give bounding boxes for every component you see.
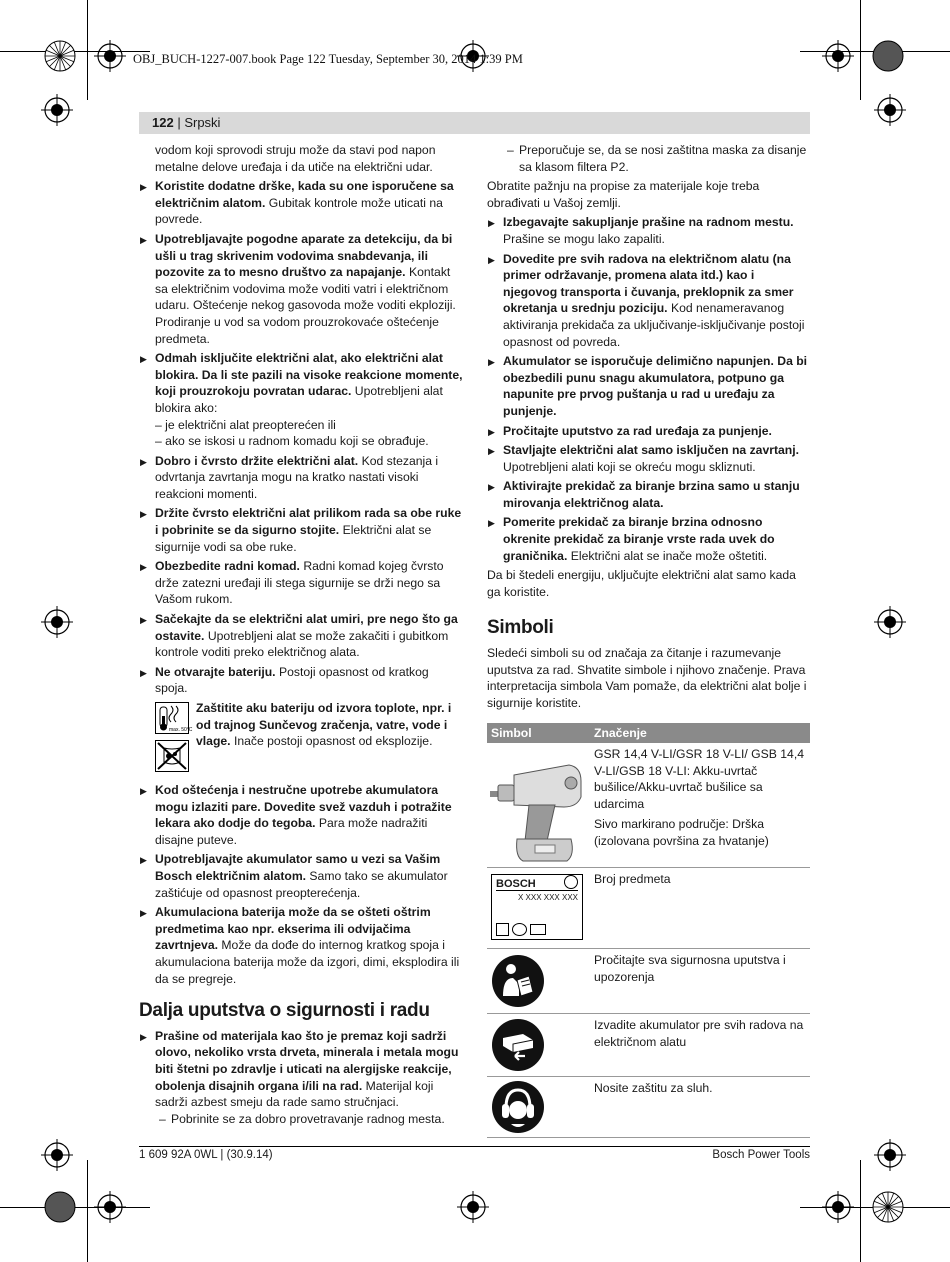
dash-item: – Pobrinite se za dobro provetravanje radnog mesta.	[155, 1111, 463, 1128]
dash-item: – Preporučuje se, da se nosi zaštitna maska za disanje sa klasom filtera P2.	[503, 142, 810, 175]
section-heading: Simboli	[487, 617, 554, 639]
bullet-item	[139, 350, 463, 450]
bullet-bold: Dovedite pre svih radova na električnom alatu (na primer održavanje, promena alata itd.) kao i njegovog transporta i čuvanja, preklopnik za smer okretanja u srednju poziciju.	[503, 251, 794, 316]
table-row	[487, 1077, 810, 1138]
bullet-text: Kod nenameravanog aktiviranja prekidača za uključivanje-isključivanje postoji opasnost od povreda.	[503, 301, 805, 349]
bullet-bold: Akumulator se isporučuje delimično napunjen. Da bi obezbedili punu snagu akumulatora, potpuno ga napunite pre prvog puštanja u rad u uređaju za punjenje.	[503, 354, 808, 418]
bullet-item	[139, 505, 463, 555]
meaning-cell: Pročitajte sva sigurnosna uputstva i upozorenja	[594, 953, 786, 984]
bullet-text: Upotrebljeni alat blokira ako:	[155, 384, 443, 415]
bullet-item	[487, 478, 810, 511]
bullet-bold: Odmah isključite električni alat, ako električni alat blokira. Da li ste pazili na visoke reakcione momente, koji prouzrokoju povratan udarac.	[155, 351, 463, 399]
bullet-text: Para može nadražiti disajne puteve.	[155, 816, 428, 847]
bullet-item	[139, 904, 463, 987]
symbol-cell	[487, 1077, 590, 1137]
bullet-item	[487, 251, 810, 351]
footer-rule	[139, 1146, 810, 1147]
bullet-bold: Koristite dodatne drške, kada su one isporučene sa električnim alatom.	[155, 179, 454, 210]
bosch-logo-icon	[564, 875, 578, 889]
print-slug: OBJ_BUCH-1227-007.book Page 122 Tuesday, September 30, 2014 1:39 PM	[133, 52, 523, 66]
sub-item: – ako se iskosi u radnom komadu koji se obrađuje.	[155, 434, 429, 449]
page-header	[152, 115, 220, 130]
footer-right: Bosch Power Tools	[712, 1149, 810, 1161]
bullet-bold: Kod oštećenja i nestručne upotrebe akumulatora mogu izlaziti pare. Dovedite svež vazduh i potražite lekara ako dodje do tegoba.	[155, 783, 452, 831]
bullet-item	[139, 178, 463, 228]
symbol-cell	[487, 949, 590, 1013]
no-water-fire-icon	[155, 740, 189, 772]
language-label: Srpski	[184, 115, 221, 130]
bullet-item	[487, 514, 810, 564]
heat-icon-label: max. 50°C	[169, 727, 193, 733]
heat-warning-text: Inače postoji opasnost od eksplozije.	[230, 734, 433, 749]
page-header-bar	[139, 112, 810, 134]
bullet-bold: Akumulaciona baterija može da se ošteti oštrim predmetima kao npr. ekserima ili odvijačima zavrtnjeva.	[155, 905, 431, 953]
right-column	[487, 142, 810, 714]
bullet-text: Električni alat se sigurnije vodi sa obe ruke.	[155, 523, 432, 554]
symbol-table	[487, 723, 810, 1138]
bullet-bold: Aktivirajte prekidač za biranje brzina samo u stanju mirovanja električnog alata.	[503, 479, 800, 510]
header-symbol: Simbol	[491, 725, 532, 740]
nameplate-number: X XXX XXX XXX	[517, 893, 578, 902]
nameplate-icon	[491, 874, 583, 940]
rect-icon	[530, 924, 546, 935]
meaning-text: GSR 14,4 V-LI/GSR 18 V-LI/ GSB 14,4 V-LI/GSB 18 V-LI: Akku-uvrtač bušilice/Akku-uvrtač bušilice sa udarcima	[594, 747, 805, 811]
section-heading: Dalja uputstva o sigurnosti i radu	[139, 1000, 430, 1022]
header-separator: |	[173, 115, 185, 130]
paragraph: Da bi štedeli energiju, uključujte električni alat samo kada ga koristite.	[487, 568, 796, 599]
bullet-bold: Obezbedite radni komad.	[155, 559, 300, 574]
ear-protection-icon	[491, 1080, 545, 1134]
heat-warning-bold: Zaštitite aku bateriju od izvora toplote, npr. i od trajnog Sunčevog zračenja, vatre, vode i vlage.	[196, 701, 452, 749]
bullet-text: Kod stezanja i odvrtanja zavrtanja mogu na kratko nastati visoki reakcioni momenti.	[155, 453, 439, 501]
bullet-text: Gubitak kontrole može uticati na povrede.	[155, 195, 443, 227]
bullet-bold: Upotrebljavajte pogodne aparate za detekciju, da bi ušli u trag skrivenim vodovima snabdevanja, ili pozovite za to mesno društvo za napajanje.	[155, 231, 453, 280]
symbol-cell	[487, 743, 590, 867]
bullet-item	[139, 558, 463, 608]
paragraph: Sledeći simboli su od značaja za čitanje i razumevanje uputstva za rad. Shvatite simbole i njihovo značenje. Prava interpretacija simbola Vam pomaže, da električni alat bolje i sigurnije koristite.	[487, 646, 807, 710]
footer-left: 1 609 92A 0WL | (30.9.14)	[139, 1149, 273, 1161]
bullet-bold: Pročitajte uputstvo za rad uređaja za punjenje.	[503, 423, 772, 438]
paragraph: Obratite pažnju na propise za materijale koje treba obrađivati u Vašoj zemlji.	[487, 179, 760, 210]
meaning-cell: Broj predmeta	[594, 872, 671, 886]
heat-warning-block	[139, 700, 463, 778]
meaning-cell: Nosite zaštitu za sluh.	[594, 1081, 713, 1095]
remove-battery-icon	[491, 1018, 545, 1072]
bullet-item	[487, 423, 810, 440]
bullet-item	[487, 353, 810, 419]
bullet-text: Materijal koji sadrži azbest smeju da rade samo stručnjaci.	[155, 1078, 434, 1110]
bullet-bold: Izbegavajte sakupljanje prašine na radnom mestu.	[503, 215, 794, 230]
bullet-bold: Stavljajte električni alat samo isključen na zavrtanj.	[503, 443, 800, 458]
bullet-text: Može da dođe do internog kratkog spoja i akumulaciona baterija može da izgori, dimi, eksplodira ili da se pregreje.	[155, 938, 460, 986]
bullet-bold: Ne otvarajte bateriju.	[155, 664, 276, 679]
heat-warning-icon	[155, 702, 193, 734]
bullet-bold: Pomerite prekidač za biranje brzina odnosno okrenite prekidač za biranje vrste rada uvek do graničnika.	[503, 515, 775, 563]
meaning-text: Sivo markirano područje: Drška (izolovana površina za hvatanje)	[594, 817, 769, 848]
square-icon	[496, 923, 509, 936]
bullet-bold: Upotrebljavajte akumulator samo u vezi sa Vašim Bosch električnim alatom.	[155, 852, 441, 883]
table-row	[487, 743, 810, 868]
bullet-bold: Prašine od materijala kao što je premaz koji sadrži olovo, nekoliko vrsta drveta, minerala i metala mogu biti štetni po zdravlje i uticati na alergijske reakcije, obolenja disajnih organa i/ili na rad.	[155, 1028, 459, 1093]
bullet-text: Samo tako se akumulator zaštićuje od opasnost preopterećenja.	[155, 868, 448, 900]
sub-item: – je električni alat preopterećen ili	[155, 417, 336, 432]
bullet-item	[139, 231, 463, 347]
table-header	[487, 723, 810, 743]
nameplate-brand: BOSCH	[496, 878, 536, 890]
table-row	[487, 1014, 810, 1077]
header-meaning: Značenje	[594, 725, 647, 740]
bullet-item	[139, 1028, 463, 1128]
bullet-text: Postoji opasnost od kratkog spoja.	[155, 664, 429, 696]
bullet-item	[139, 851, 463, 901]
bullet-item	[139, 782, 463, 848]
drill-icon	[489, 745, 589, 863]
bullet-text: Kontakt sa električnim vodovima može voditi vatri i električnom udaru. Oštećenje nekog gasovoda može voditi ekploziji. Prodiranje u vod sa vodom prouzrokovaće oštećenje predmeta.	[155, 265, 456, 346]
symbol-cell	[487, 1014, 590, 1076]
bullet-text: Upotrebljeni alati koji se okreću mogu skliznuti.	[503, 459, 756, 474]
read-manual-icon	[491, 954, 545, 1008]
left-column	[139, 142, 463, 1130]
symbol-cell	[487, 868, 590, 948]
bullet-item	[139, 611, 463, 661]
bullet-item	[139, 453, 463, 503]
paragraph: vodom koji sprovodi struju može da stavi pod napon metalne delove uređaja i da utiče na električni udar.	[155, 143, 436, 174]
bullet-bold: Dobro i čvrsto držite električni alat.	[155, 453, 359, 468]
bullet-text: Radni komad kojeg čvrsto drže zatezni uređaji ili stega sigurnije se drži nego sa Vašom rukom.	[155, 559, 444, 607]
table-row	[487, 949, 810, 1014]
bullet-text: Prašine se mogu lako zapaliti.	[503, 231, 665, 246]
bullet-text: Upotrebljeni alat se može zakačiti i gubitkom kontrole voditi preko električnog alata.	[155, 628, 449, 660]
bullet-item	[139, 664, 463, 697]
meaning-cell: Izvadite akumulator pre svih radova na električnom alatu	[594, 1018, 804, 1049]
bullet-item	[487, 442, 810, 475]
bullet-text: Električni alat se inače može oštetiti.	[567, 548, 768, 563]
meaning-cell	[590, 743, 810, 867]
bullet-bold: Sačekajte da se električni alat umiri, pre nego što ga ostavite.	[155, 612, 458, 643]
circle-icon	[512, 923, 527, 936]
page-number: 122	[152, 115, 174, 130]
bullet-bold: Držite čvrsto električni alat prilikom rada sa obe ruke i pobrinite se da sigurno stojite.	[155, 506, 462, 538]
table-row	[487, 868, 810, 949]
bullet-item	[487, 214, 810, 247]
